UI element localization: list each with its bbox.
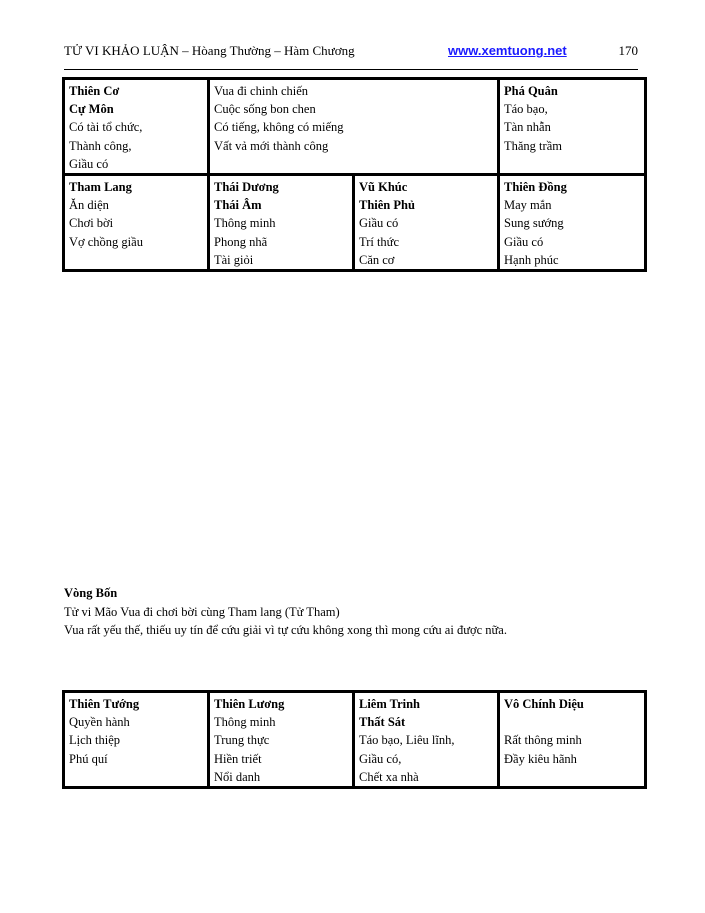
trait-line: Đầy kiêu hãnh — [504, 751, 577, 766]
page-header — [64, 43, 638, 63]
trait-line: Căn cơ — [359, 252, 395, 267]
table-row — [64, 175, 646, 271]
star-name: Thái Dương — [214, 180, 279, 195]
trait-line: May mắn — [504, 198, 552, 213]
trait-line: Chơi bời — [69, 216, 114, 231]
table-cell — [499, 692, 646, 788]
trait-line: Giầu có, — [359, 751, 402, 766]
star-name: Thiên Đồng — [504, 180, 567, 195]
star-name: Vũ Khúc — [359, 180, 408, 195]
trait-line: Thăng trầm — [504, 138, 562, 153]
table-cell — [64, 692, 209, 788]
star-name: Phá Quân — [504, 84, 558, 98]
header-divider — [64, 69, 638, 70]
trait-line: Rất thông minh — [504, 733, 582, 748]
star-name: Vô Chính Diệu — [504, 697, 584, 711]
trait-line: Chết xa nhà — [359, 769, 419, 784]
table-cell — [209, 79, 499, 175]
table-cell — [354, 175, 499, 271]
trait-line: Ăn diện — [69, 198, 109, 213]
stars-table-2 — [62, 690, 647, 789]
trait-line: Thành công, — [69, 138, 132, 153]
star-name: Thiên Lương — [214, 697, 285, 711]
star-name: Thiên Cơ — [69, 84, 120, 98]
star-name: Tham Lang — [69, 180, 132, 195]
table-cell — [354, 692, 499, 788]
trait-line: Thông minh — [214, 216, 276, 231]
star-name: Liêm Trinh — [359, 697, 421, 711]
section-heading: Vòng Bốn — [64, 586, 118, 600]
section-line: Tử vi Mão Vua đi chơi bời cùng Tham lang (Tử Tham) — [64, 604, 340, 619]
table-row — [64, 692, 646, 788]
trait-line: Hạnh phúc — [504, 252, 559, 267]
section-vong-bon — [64, 584, 664, 640]
trait-line: Phú quí — [69, 751, 108, 766]
table-cell — [499, 175, 646, 271]
star-name: Thiên Tướng — [69, 697, 140, 711]
trait-line: Giầu có — [359, 216, 399, 231]
trait-line: Có tài tổ chức, — [69, 120, 143, 135]
trait-line: Trung thực — [214, 733, 270, 748]
star-name: Thái Âm — [214, 198, 262, 213]
trait-line: Quyền hành — [69, 715, 130, 730]
trait-line: Trí thức — [359, 234, 400, 249]
trait-line: Sung sướng — [504, 216, 564, 231]
star-name: Cự Môn — [69, 102, 114, 117]
trait-line: Có tiếng, không có miếng — [214, 120, 344, 135]
trait-line: Vua đi chinh chiến — [214, 84, 309, 98]
trait-line: Giầu có — [504, 234, 544, 249]
trait-line: Tài giỏi — [214, 252, 254, 267]
section-line: Vua rất yếu thế, thiếu uy tín để cứu giải vì tự cứu không xong thì mong cứu ai được nữa. — [64, 623, 507, 637]
trait-line: Lịch thiệp — [69, 733, 121, 748]
table-cell — [209, 692, 354, 788]
star-name: Thất Sát — [359, 715, 406, 730]
website-link[interactable]: www.xemtuong.net — [448, 43, 567, 58]
document-title: TỬ VI KHẢO LUẬN – Hòang Thường – Hàm Chương — [64, 43, 355, 58]
trait-line — [504, 713, 640, 731]
trait-line: Giầu có — [69, 156, 109, 171]
star-name: Thiên Phủ — [359, 198, 415, 213]
trait-line: Tàn nhẫn — [504, 120, 551, 135]
trait-line: Hiền triết — [214, 751, 262, 766]
table-cell — [209, 175, 354, 271]
table-row — [64, 79, 646, 175]
trait-line: Vợ chồng giầu — [69, 234, 143, 249]
stars-table-1 — [62, 77, 647, 272]
trait-line: Táo bạo, Liêu lĩnh, — [359, 733, 455, 748]
trait-line: Táo bạo, — [504, 102, 548, 117]
trait-line: Nổi danh — [214, 769, 261, 784]
trait-line: Thông minh — [214, 715, 276, 730]
table-cell — [499, 79, 646, 175]
table-cell — [64, 175, 209, 271]
page-number: 170 — [618, 43, 638, 58]
trait-line: Phong nhã — [214, 234, 268, 249]
trait-line: Vất vả mới thành công — [214, 138, 329, 153]
trait-line: Cuộc sống bon chen — [214, 102, 316, 117]
table-cell — [64, 79, 209, 175]
